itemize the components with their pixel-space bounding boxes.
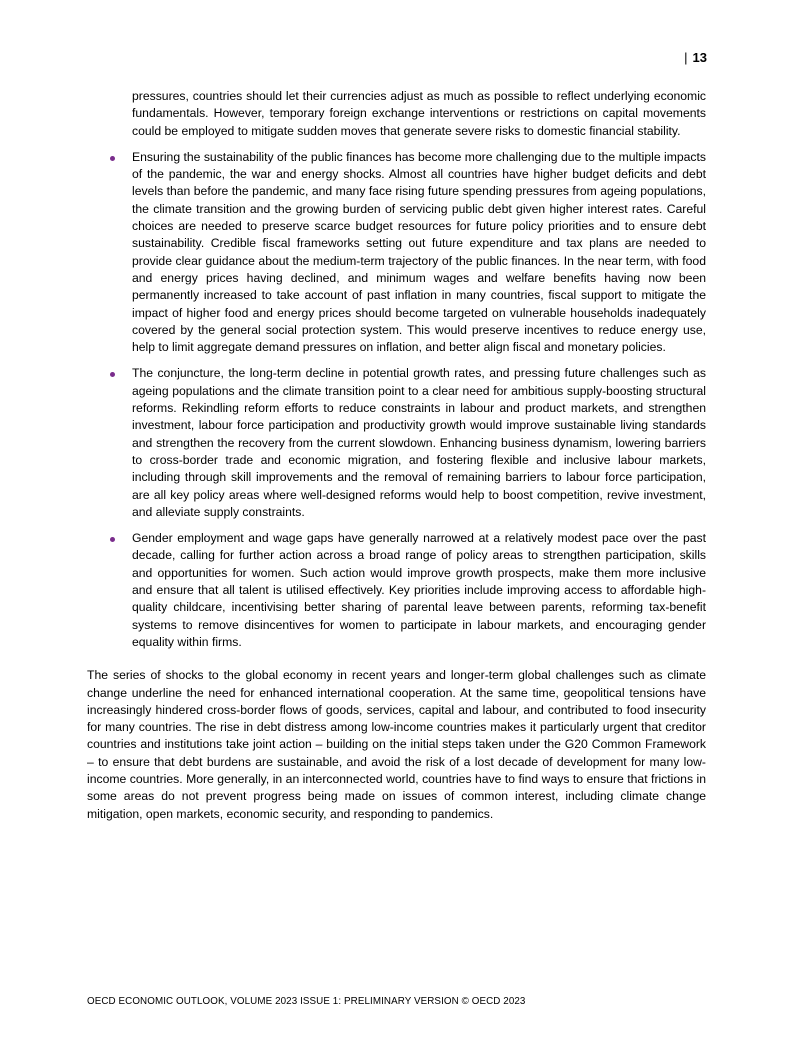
list-item xyxy=(87,149,706,357)
closing-paragraph: The series of shocks to the global economy in recent years and longer-term global challenges such as climate change underline the need for enhanced international cooperation. At the same time, geopolitical tensions have increasingly hindered cross-border flows of goods, services, capital and labour, and contributed to food insecurity for many countries. The rise in debt distress among low-income countries makes it particularly urgent that creditor countries and institutions take joint action – building on the initial steps taken under the G20 Common Framework – to ensure that debt burdens are sustainable, and avoid the risk of a lost decade of development for many low-income countries. More generally, in an interconnected world, countries have to find ways to ensure that frictions in some areas do not prevent progress being made on issues of common interest, including climate change mitigation, open markets, economic security, and responding to pandemics. xyxy=(87,668,706,821)
bullet-icon xyxy=(110,537,115,542)
bullet-list xyxy=(87,149,706,651)
page-footer: OECD ECONOMIC OUTLOOK, VOLUME 2023 ISSUE 1: PRELIMINARY VERSION © OECD 2023 xyxy=(87,996,526,1007)
continued-paragraph: pressures, countries should let their currencies adjust as much as possible to reflect underlying economic fundamentals. However, temporary foreign exchange interventions or restrictions on capital movements could be employed to mitigate sudden moves that generate severe risks to domestic financial stability. xyxy=(132,89,706,138)
bullet-text: Ensuring the sustainability of the public finances has become more challenging due to the multiple impacts of the pandemic, the war and energy shocks. Almost all countries have higher budget deficits and debt levels than before the pandemic, and many face rising future spending pressures from ageing populations, the climate transition and the growing burden of servicing public debt given higher interest rates. Careful choices are needed to preserve scarce budget resources for future policy priorities and to ensure debt sustainability. Credible fiscal frameworks setting out future expenditure and tax plans are needed to provide clear guidance about the medium-term trajectory of the public finances. In the near term, with food and energy prices having declined, and minimum wages and welfare benefits having now been permanently increased to take account of past inflation in many countries, fiscal support to mitigate the impact of higher food and energy prices should become targeted on vulnerable households inadequately covered by the general social protection system. This would preserve incentives to reduce energy use, help to limit aggregate demand pressures on inflation, and better align fiscal and monetary policies. xyxy=(132,149,706,355)
bullet-text: Gender employment and wage gaps have generally narrowed at a relatively modest pace over the past decade, calling for further action across a broad range of policy areas to strengthen participation, skills and opportunities for women. Such action would improve growth prospects, make them more inclusive and ensure that all talent is utilised effectively. Key priorities include improving access to affordable high-quality childcare, incentivising better sharing of parental leave between parents, reforming tax-benefit systems to remove disincentives for women to participate in labour markets, and encouraging gender equality within firms. xyxy=(132,531,706,649)
document-body xyxy=(87,88,706,823)
list-item xyxy=(87,365,706,521)
bullet-icon xyxy=(110,156,115,161)
bullet-text: The conjuncture, the long-term decline in potential growth rates, and pressing future challenges such as ageing populations and the climate transition point to a clear need for ambitious supply-boosting structural reforms. Rekindling reform efforts to reduce constraints in labour and product markets, and strengthen investment, labour force participation and productivity growth would improve sustainable living standards and strengthen the recovery from the current slowdown. Enhancing business dynamism, lowering barriers to cross-border trade and economic migration, and fostering flexible and inclusive labour markets, including through skill improvements and the removal of remaining barriers to labour force participation, are all key policy areas where well-designed reforms would help to boost competition, revive investment, and alleviate supply constraints. xyxy=(132,366,706,519)
page-number-separator: | xyxy=(684,50,688,65)
page-number xyxy=(684,50,707,65)
page-number-value: 13 xyxy=(692,50,707,65)
list-item xyxy=(87,530,706,651)
bullet-icon xyxy=(110,372,115,377)
